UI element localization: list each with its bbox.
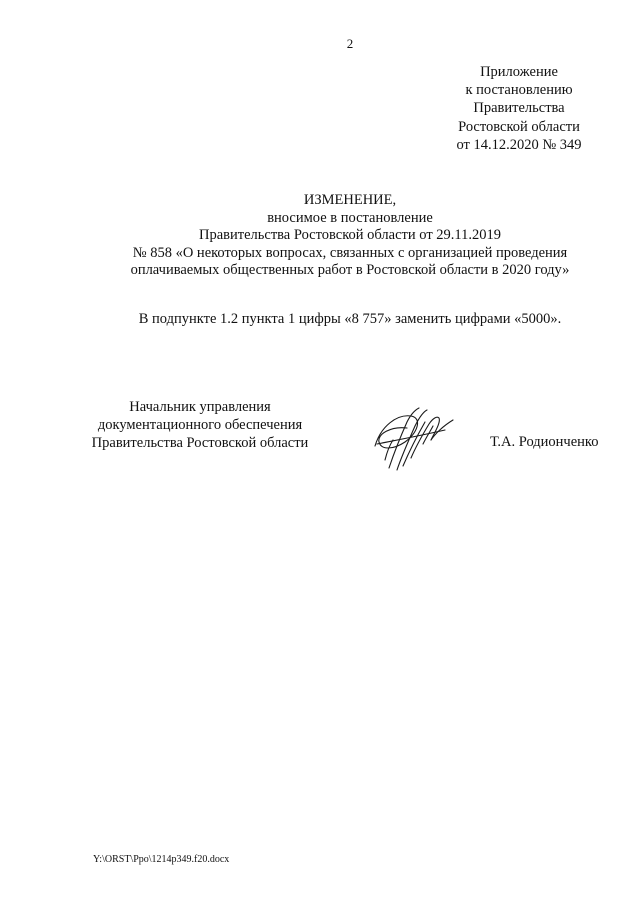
title-line: № 858 «О некоторых вопросах, связанных с организацией проведения (132, 244, 568, 261)
handwritten-signature (367, 400, 457, 472)
document-title (60, 192, 640, 280)
title-line: Правительства Ростовской области от 29.11.2019 (199, 227, 501, 244)
title-line: вносимое в постановление (267, 209, 433, 226)
title-heading: ИЗМЕНЕНИЕ, (303, 192, 397, 208)
position-line: Начальник управления (129, 399, 271, 415)
file-path: Y:\ORST\Ppo\1214p349.f20.docx (93, 854, 230, 865)
appendix-block (440, 63, 598, 154)
appendix-line: Ростовской области (458, 118, 580, 135)
signatory-position (60, 398, 340, 452)
position-line: Правительства Ростовской области (91, 435, 309, 451)
signer-name: Т.А. Родионченко (490, 434, 599, 450)
position-line: документационного обеспечения (97, 417, 303, 433)
body-paragraph: В подпункте 1.2 пункта 1 цифры «8 757» заменить цифрами «5000». (138, 311, 562, 327)
appendix-line: к постановлению (465, 82, 573, 99)
appendix-line: Приложение (480, 64, 558, 80)
page-number: 2 (346, 36, 354, 51)
appendix-line: от 14.12.2020 № 349 (456, 136, 582, 153)
appendix-line: Правительства (473, 100, 565, 117)
title-line: оплачиваемых общественных работ в Ростовской области в 2020 году» (130, 262, 570, 279)
